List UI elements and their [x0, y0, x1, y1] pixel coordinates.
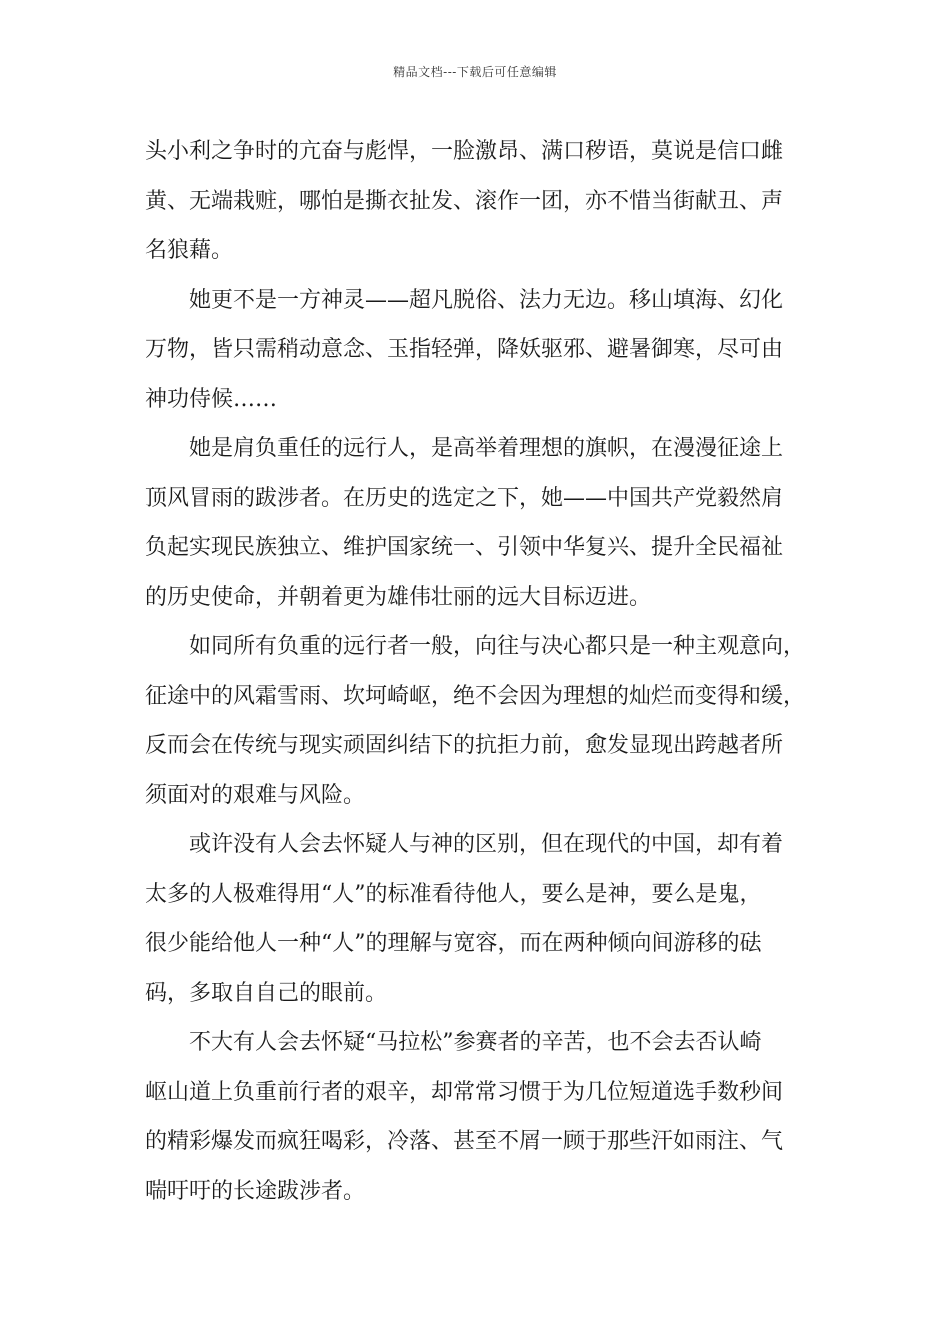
text-line: 黄、无端栽赃，哪怕是撕衣扯发、滚作一团，亦不惜当街献丑、声 — [145, 188, 784, 214]
text-line: 不大有人会去怀疑“马拉松”参赛者的辛苦，也不会去否认崎 — [189, 1030, 762, 1055]
page-header: 精品文档---下载后可任意编辑 — [393, 65, 557, 79]
text-line: 或许没有人会去怀疑人与神的区别，但在现代的中国，却有着 — [189, 832, 784, 857]
text-line: 头小利之争时的亢奋与彪悍，一脸激昂、满口秽语，莫说是信口雌 — [145, 139, 784, 164]
paragraph-5 — [145, 820, 835, 1018]
text-line: 反而会在传统与现实顽固纠结下的抗拒力前，愈发显现出跨越者所 — [145, 733, 784, 758]
paragraph-2 — [145, 276, 835, 425]
text-line: 码，多取自自己的眼前。 — [145, 980, 388, 1006]
document-body — [145, 127, 835, 1216]
text-line: 负起实现民族独立、维护国家统一、引领中华复兴、提升全民福祉 — [145, 535, 784, 560]
paragraph-3 — [145, 424, 835, 622]
text-line: 的精彩爆发而疯狂喝彩，冷落、甚至不屑一顾于那些汗如雨注、气 — [145, 1129, 784, 1154]
text-line: 万物，皆只需稍动意念、玉指轻弹，降妖驱邪、避暑御寒，尽可由 — [145, 337, 784, 362]
text-line: 岖山道上负重前行者的艰辛，却常常习惯于为几位短道选手数秒间 — [145, 1079, 784, 1105]
text-line: 太多的人极难得用“人”的标准看待他人，要么是神，要么是鬼， — [145, 881, 762, 907]
text-line: 神功侍候…… — [145, 386, 278, 412]
text-line: 喘吁吁的长途跋涉者。 — [145, 1178, 366, 1204]
text-line: 的历史使命，并朝着更为雄伟壮丽的远大目标迈进。 — [145, 584, 652, 610]
paragraph-6 — [145, 1018, 835, 1216]
paragraph-1 — [145, 127, 835, 276]
text-line: 她更不是一方神灵——超凡脱俗、法力无边。移山填海、幻化 — [189, 287, 784, 313]
text-line: 名狼藉。 — [145, 238, 234, 263]
text-line: 须面对的艰难与风险。 — [145, 782, 366, 808]
text-line: 如同所有负重的远行者一般，向往与决心都只是一种主观意向， — [189, 634, 806, 659]
paragraph-4 — [145, 622, 835, 820]
text-line: 征途中的风霜雪雨、坎坷崎岖，绝不会因为理想的灿烂而变得和缓， — [145, 683, 806, 709]
text-line: 她是肩负重任的远行人，是高举着理想的旗帜，在漫漫征途上 — [189, 436, 784, 461]
text-line: 很少能给他人一种“人”的理解与宽容，而在两种倾向间游移的砝 — [145, 931, 762, 956]
text-line: 顶风冒雨的跋涉者。在历史的选定之下，她——中国共产党毅然肩 — [145, 485, 784, 511]
